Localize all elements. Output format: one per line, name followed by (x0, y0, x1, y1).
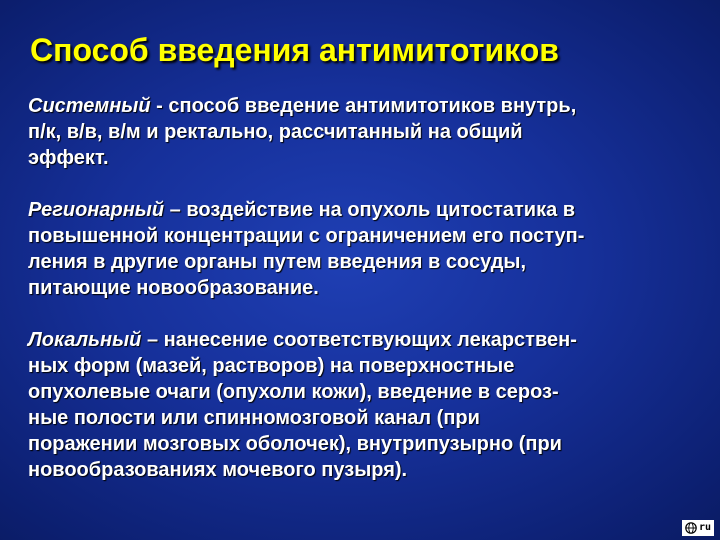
paragraph-line: п/к, в/в, в/м и ректально, рассчитанный на общий (28, 121, 523, 143)
paragraph-line: повышенной концентрации с ограничением его поступ- (28, 225, 585, 247)
watermark-text: ru (698, 522, 711, 533)
definition-text: – воздействие на опухоль цитостатика в (164, 199, 576, 221)
paragraph-line (28, 197, 708, 223)
paragraph-line (28, 327, 708, 353)
globe-icon (685, 522, 697, 534)
paragraph-regional (28, 197, 708, 301)
paragraph-line: ные полости или спинномозговой канал (при (28, 407, 480, 429)
paragraph-line: ления в другие органы путем введения в сосуды, (28, 251, 527, 273)
paragraph-line (28, 93, 708, 119)
term-regional: Регионарный (28, 199, 165, 221)
paragraph-line: эффект. (28, 147, 109, 169)
paragraph-local (28, 327, 708, 483)
paragraph-line: поражении мозговых оболочек), внутрипузырно (при (28, 433, 562, 455)
definition-text: – нанесение соответствующих лекарствен- (141, 329, 577, 351)
watermark-logo (682, 520, 714, 536)
paragraph-line: ных форм (мазей, растворов) на поверхностные (28, 355, 515, 377)
paragraph-systemic (28, 93, 708, 171)
term-systemic: Системный (28, 95, 151, 117)
definition-text: - способ введение антимитотиков внутрь, (150, 95, 577, 117)
paragraph-line: питающие новообразование. (28, 277, 319, 299)
slide-title: Способ введения антимитотиков (30, 32, 559, 68)
paragraph-line: опухолевые очаги (опухоли кожи), введение в сероз- (28, 381, 559, 403)
paragraph-line: новообразованиях мочевого пузыря). (28, 459, 408, 481)
slide-body (28, 93, 708, 483)
term-local: Локальный (28, 329, 142, 351)
